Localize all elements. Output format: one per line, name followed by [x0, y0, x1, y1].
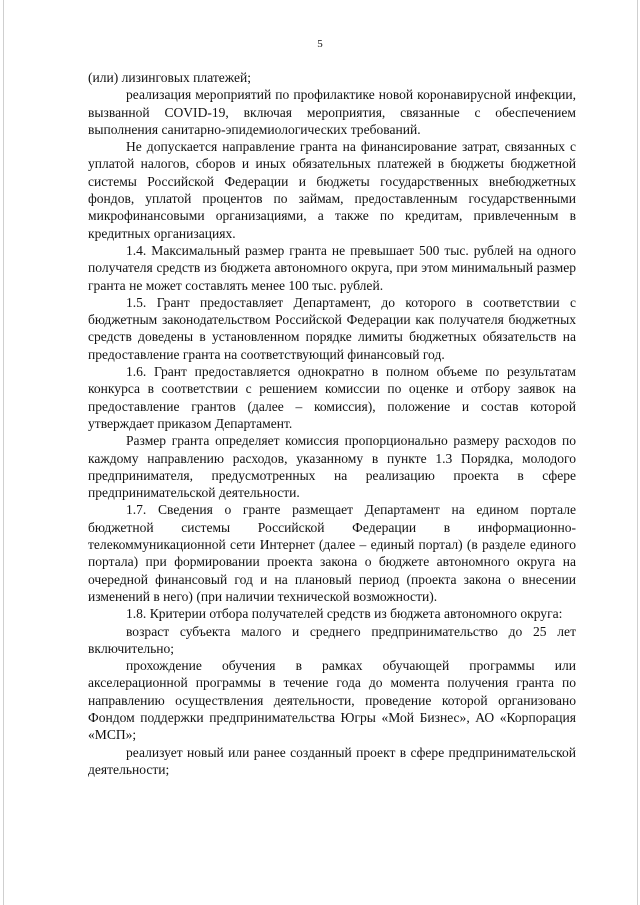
- paragraph: реализация мероприятий по профилактике новой коронавирусной инфекции, вызванной COVID-19, включая мероприятия, связанные с обеспечением выполнения санитарно-эпидемиологических требований.: [88, 87, 576, 137]
- document-body: [88, 69, 576, 778]
- scan-edge-left: [3, 0, 4, 905]
- paragraph: (или) лизинговых платежей;: [88, 70, 251, 85]
- paragraph: 1.4. Максимальный размер гранта не превышает 500 тыс. рублей на одного получателя средств из бюджета автономного округа, при этом минимальный размер гранта не может составлять менее 100 тыс. рублей.: [88, 242, 576, 293]
- paragraph: Размер гранта определяет комиссия пропорционально размеру расходов по каждому направлению расходов, указанному в пункте 1.3 Порядка, молодого предпринимателя, предусмотренных на реализацию проекта в сфере предпринимательской деятельности.: [88, 433, 576, 501]
- paragraph: 1.7. Сведения о гранте размещает Департамент на едином портале бюджетной системы Российской Федерации в информационно-телекоммуникационной сети Интернет (далее – единый портал) (в разделе единого портала) при формировании проекта закона о бюджете автономного округа на очередной финансовый год и на плановый период (проекта закона о внесении изменений в него) (при наличии технической возможности).: [88, 502, 576, 604]
- paragraph: 1.6. Грант предоставляется однократно в полном объеме по результатам конкурса в соответствии с решением комиссии по оценке и отбору заявок на предоставление грантов (далее – комиссия), положение и состав которой утверждает приказом Департамент.: [88, 364, 576, 431]
- paragraph: 1.8. Критерии отбора получателей средств из бюджета автономного округа:: [126, 606, 563, 622]
- paragraph: прохождение обучения в рамках обучающей программы или акселерационной программы в течение года до момента получения гранта по направлению осуществления деятельности, проведение которой организовано Фондом поддержки предпринимательства Югры «Мой Бизнес», АО «Корпорация «МСП»;: [88, 658, 576, 743]
- paragraph: возраст субъекта малого и среднего предпринимательство до 25 лет включительно;: [88, 623, 576, 656]
- page-number: 5: [317, 38, 323, 50]
- paragraph: Не допускается направление гранта на финансирование затрат, связанных с уплатой налогов, сборов и иных обязательных платежей в бюджеты бюджетной системы Российской Федерации и бюджеты государственных внебюджетных фондов, уплатой процентов по займам, предоставленным государственными микрофинансовыми организациями, а также по кредитам, привлеченным в кредитных организациях.: [88, 139, 576, 241]
- scan-edge-right: [637, 0, 638, 905]
- paragraph: реализует новый или ранее созданный проект в сфере предпринимательской деятельности;: [88, 744, 576, 777]
- paragraph: 1.5. Грант предоставляет Департамент, до которого в соответствии с бюджетным законодательством Российской Федерации как получателя бюджетных средств доведены в установленном порядке лимиты бюджетных обязательств на предоставление гранта на соответствующий финансовый год.: [88, 294, 576, 362]
